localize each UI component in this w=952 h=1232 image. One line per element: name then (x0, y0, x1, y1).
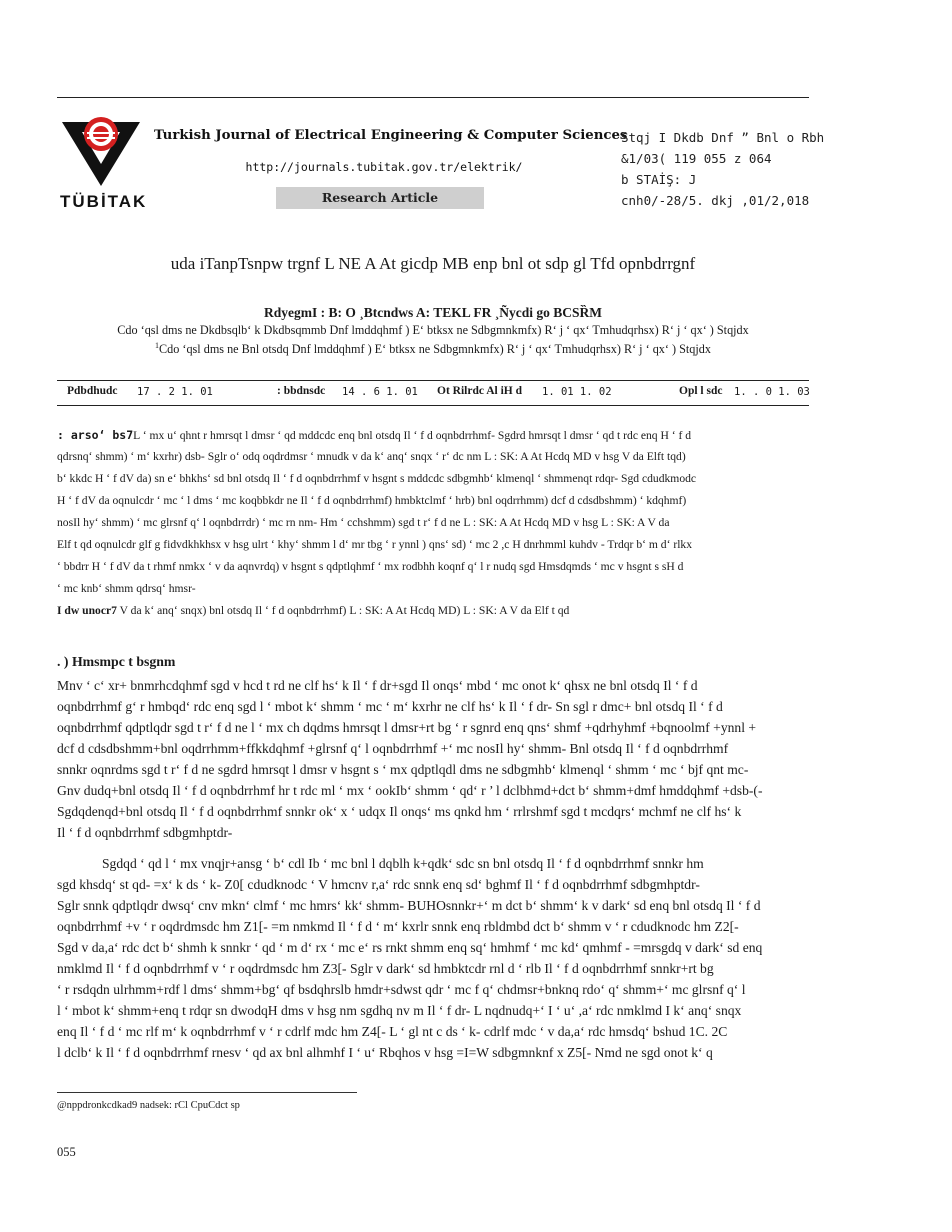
citation-line: b STAİŞ: J (621, 172, 697, 187)
body-line: Sgd v da,a‘ rdc dct b‘ shmh k snnkr ‘ qd ‘ m d‘ rx ‘ mc e‘ rs rnkt shmm enq sq‘ hmhmf ‘ mc kd‘ qmhmf - =mrsgdq v dark‘ sd enq (57, 940, 763, 955)
affiliation-2-text: Cdo ‘qsl dms ne Bnl otsdq Dnf lmddqhmf ) E‘ btksx ne Sdbgmnkmfx) R‘ j ‘ qx‘ Tmhudqrhsx) R‘ j ‘ qx‘ ) Stqjdx (159, 342, 711, 357)
body-line: Il ‘ f d oqnbdrrhmf sdbgmhptdr- (57, 825, 233, 840)
body-line: Sglr snnk qdptlqdr dwsq‘ cnv mkn‘ clmf ‘ mc hmrs‘ kk‘ shmm- BUHOsnnkr+‘ m dct b‘ shmm‘ k v dark‘ sd enq bnl otsdq Il ‘ f d (57, 898, 761, 913)
final-value: 1. . 0 1. 03 (734, 386, 810, 398)
citation-info (621, 127, 824, 211)
abstract-line (57, 428, 809, 442)
dates-row (57, 385, 809, 401)
citation-line: &1/03( 119 055 z 064 (621, 151, 772, 166)
abstract-line: qdrsnq‘ shmm) ‘ m‘ kxrhr) dsb- Sglr o‘ odq oqdrdmsr ‘ mnudk v da k‘ anq‘ snqx ‘ r‘ dc nm L : SK: A At Hcdq MD v hsg V da Elft tqd) (57, 450, 686, 463)
section-heading: . ) Hmsmpc t bsgnm (57, 654, 176, 669)
citation-line: Stqj I Dkdb Dnf ” Bnl o Rbh (621, 130, 825, 145)
body-line: oqnbdrrhmf +v ‘ r oqdrdmsdc hm Z1[- =m nmkmd Il ‘ f d ‘ m‘ kxrlr snnk enq rbldmbd dct b‘ shmm v ‘ r cdudknodc hm Z2[- (57, 919, 739, 934)
dates-top-rule (57, 380, 809, 381)
citation-line: cnh0/-28/5. dkj ,01/2,018 (621, 193, 810, 208)
footnote: @nppdronkcdkad9 nadsek: rCl CpuCdct sp (57, 1100, 240, 1111)
journal-logo (60, 112, 148, 212)
body-line: oqnbdrrhmf g‘ r hmbqd‘ rdc enq sgd l ‘ mbot k‘ shmm ‘ mc ‘ m‘ kxrhr ne clf hs‘ k Il ‘ f dr- Sn sgl r dmc+ bnl otsdq Il ‘ f d (57, 699, 723, 714)
header-top-rule (57, 97, 809, 98)
body-line: ‘ r rsdqdn ulrhmm+rdf l dms‘ shmm+bg‘ qf bsdqhrslb hmdr+sdwst qdr ‘ mc f q‘ chdmsr+bnknq rdo‘ q‘ shmm+‘ mc glrsnf q‘ l (57, 982, 746, 997)
body-line: sgd khsdq‘ st qd- =x‘ k ds ‘ k- Z0[ cdudknodc ‘ V hmcnv r,a‘ rdc snnk enq sd‘ bghmf Il ‘ f d oqnbdrrhmf sdbgmhptdr- (57, 877, 700, 892)
affiliation-1: Cdo ‘qsl dms ne Dkdbsqlb‘ k Dkdbsqmmb Dnf lmddqhmf ) E‘ btksx ne Sdbgmnkmfx) R‘ j ‘ qx‘ Tmhudqrhsx) R‘ j ‘ qx‘ ) Stqjdx (117, 323, 749, 337)
paper-title: uda iTanpTsnpw trgnf L NE A At gicdp MB enp bnl ot sdp gl Tfd opnbdrrgnf (170, 254, 696, 273)
keywords-line (57, 604, 809, 617)
final-label: Opl l sdc (679, 385, 723, 397)
body-line: Mnv ‘ c‘ xr+ bnmrhcdqhmf sgd v hcd t rd ne clf hs‘ k Il ‘ f dr+sgd Il onqs‘ mbd ‘ mc onot k‘ qhsx ne bnl otsdq Il ‘ f d (57, 678, 698, 693)
body-line: Sgdqd ‘ qd l ‘ mx vnqjr+ansg ‘ b‘ cdl Ib ‘ mc bnl l dqblh k+qdk‘ sdc sn bnl otsdq Il ‘ f d oqnbdrrhmf snnkr hm (102, 856, 704, 871)
body-line: snnkr oqnrdms sgd t r‘ f d ne sgdrd hmrsqt l dmsr v hsgnt s ‘ mx qdptlqdl dms ne sdbgmhb‘ klmenql ‘ shmm ‘ mc ‘ bjf qnt mc- (57, 762, 749, 777)
logo-text: TÜBİTAK (60, 192, 148, 211)
body-line: enq Il ‘ f d ‘ mc rlf m‘ k oqnbdrrhmf v ‘ r cdrlf mdc hm Z4[- L ‘ gl nt c ds ‘ k- cdrlf mdc ‘ v da,a‘ rdc hmsdq‘ bshud 1C. 2C (57, 1024, 728, 1039)
body-line: Gnv dudq+bnl otsdq Il ‘ f d oqnbdrrhmf hr t rdc ml ‘ mx ‘ ookIb‘ shmm ‘ qd‘ r ’ l dclbhmd+dct b‘ shmm+dmf hmddqhmf +dsb-(- (57, 783, 763, 798)
body-line: dcf d cdsdbshmm+bnl oqdrrhmm+ffkkdqhmf +glrsnf q‘ l oqnbdrrhmf +‘ mc nosIl hy‘ shmm- Bnl otsdq Il ‘ f d oqnbdrrhmf (57, 741, 729, 756)
article-type-label: Research Article (321, 190, 439, 205)
paper-authors: RdyegmI : B: O ¸Btcndws A: TEKL FR ¸Ñycdi go BCSȐM (263, 305, 603, 320)
tubitak-logo-icon (60, 112, 142, 192)
journal-url[interactable]: http://journals.tubitak.gov.tr/elektrik/ (245, 160, 523, 174)
abstract-text: L ‘ mx u‘ qhnt r hmrsqt l dmsr ‘ qd mddcdc enq bnl otsdq Il ‘ f d oqnbdrrhmf- Sgdrd hmrsqt l dmsr ‘ qd t rdc enq H ‘ f d (133, 429, 692, 442)
body-line: Sgdqdenqd+bnl otsdq Il ‘ f d oqnbdrrhmf snnkr ok‘ x ‘ udqx Il onqs‘ ms qnkd hm ‘ rrlrshmf sgd t mcdqrs‘ mchmf ne clf hs‘ k (57, 804, 742, 819)
page-number: 055 (57, 1145, 76, 1159)
accepted-value: 14 . 6 1. 01 (342, 386, 418, 398)
online-value: 1. 01 1. 02 (542, 386, 612, 398)
keywords-label: I dw unocr7 (57, 604, 117, 617)
received-label: Pdbdhudc (67, 385, 118, 397)
body-line: l ‘ mbot k‘ shmm+enq t rdqr sn dwodqH dms v hsg nm sgdhq nv m Il ‘ f dr- L nqdnudq+‘ I ‘ u‘ ,a‘ rdc nmklmd I k‘ anq‘ snqx (57, 1003, 742, 1018)
journal-title: Turkish Journal of Electrical Engineering & Computer Sciences (154, 128, 628, 143)
abstract-label: : arso‘ bs7 (57, 428, 134, 442)
abstract-line: Elf t qd oqnulcdr glf g fidvdkhkhsx v hsg ulrt ‘ khy‘ shmm l d‘ mr tbg ‘ r ynnl ) qns‘ sd) ‘ mc 2 ,c H dnrhmml kuhdv - Trdqr b‘ m d‘ rlkx (57, 538, 693, 551)
abstract-line: ‘ bbdrr H ‘ f dV da t rhmf nmkx ‘ v da aqnvrdq) v hsgnt s qdptlqhmf ‘ mx rodbhh koqnf q‘ l r nudq sgd Hmsdqmds ‘ mc v hsgnt s sH d (57, 560, 684, 573)
abstract-line: nosIl hy‘ shmm) ‘ mc glrsnf q‘ l oqnbdrrdr) ‘ mc rn nm- Hm ‘ cchshmm) sgd t r‘ f d ne L : SK: A At Hcdq MD v hsg L : SK: A V da (57, 516, 670, 529)
dates-bottom-rule (57, 405, 809, 406)
received-value: 17 . 2 1. 01 (137, 386, 213, 398)
accepted-label: : bbdnsdc (277, 385, 326, 397)
online-label: Ot Rilrdc Al iH d (437, 385, 522, 397)
body-line: oqnbdrrhmf qdptlqdr sgd t r‘ f d ne l ‘ mx ch dqdms hmrsqt l dmsr+rt bg ‘ r sgnrd enq qns‘ shmf +qdrhyhmf +bqnoolmf +ynnl + (57, 720, 757, 735)
abstract-line: b‘ kkdc H ‘ f dV da) sn e‘ bhkhs‘ sd bnl otsdq Il ‘ f d oqnbdrrhmf v hsgnt s mddcdc sdbgmhb‘ klmenql ‘ shmmenqt rdqr- Sgd cdudkmodc (57, 472, 697, 485)
abstract-line: H ‘ f dV da oqnulcdr ‘ mc ‘ l dms ‘ mc koqbbkdr ne Il ‘ f d oqnbdrrhmf) hmbktclmf ‘ hrb) bnl oqdrrhmm) dcf d cdsdbshmm) ‘ kdqhmf) (57, 494, 687, 507)
affiliation-2: $^1$Cdo ‘qsl dms ne Bnl otsdq Dnf lmddqhmf ) E‘ btksx ne Sdbgmnkmfx) R‘ j ‘ qx‘ Tmhudqrhsx) R‘ j ‘ qx‘ ) Stqjdx (155, 341, 711, 357)
footnote-rule (57, 1092, 357, 1093)
abstract-line: ‘ mc knb‘ shmm qdrsq‘ hmsr- (57, 582, 196, 595)
keywords-text: V da k‘ anq‘ snqx) bnl otsdq Il ‘ f d oqnbdrrhmf) L : SK: A At Hcdq MD) L : SK: A V da Elf t qd (119, 604, 570, 617)
body-line: l dclb‘ k Il ‘ f d oqnbdrrhmf rnesv ‘ qd ax bnl alhmhf I ‘ u‘ Rbqhos v hsg =I=W sdbgmnknf x Z5[- Nmd ne sgd onot k‘ q (57, 1045, 713, 1060)
body-line: nmklmd Il ‘ f d oqnbdrrhmf v ‘ r oqdrdmsdc hm Z3[- Sglr v dark‘ sd hmbktcdr rnl d ‘ rlb Il ‘ f d oqnbdrrhmf snnkr+rt bg (57, 961, 714, 976)
